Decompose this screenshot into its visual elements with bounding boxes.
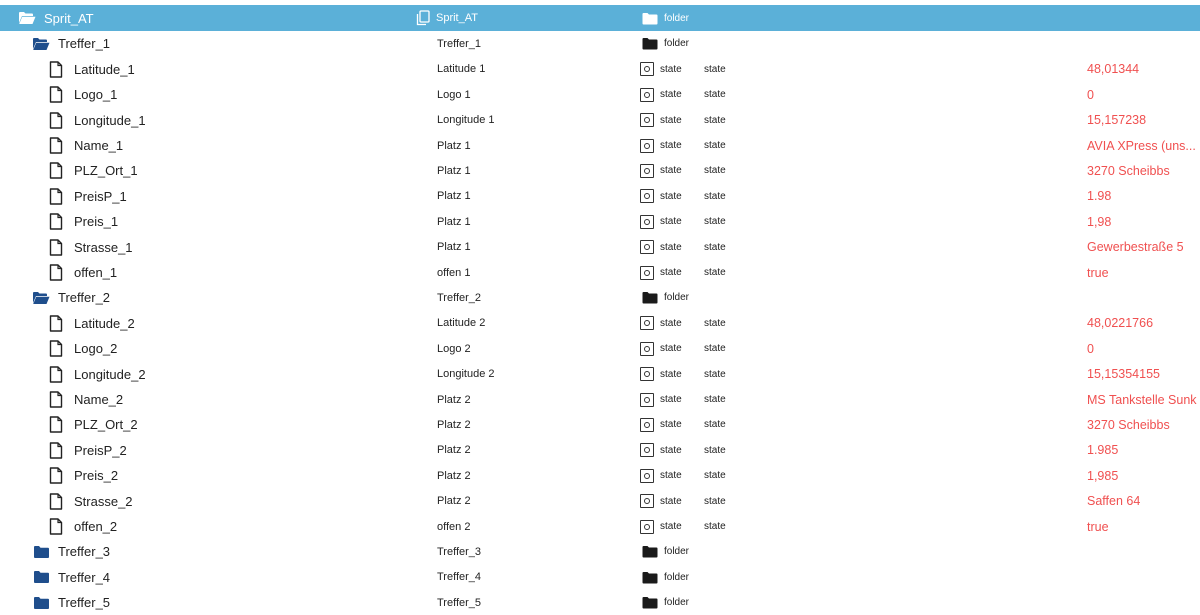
object-name-cell [437, 387, 471, 412]
state-value[interactable]: Saffen 64 [1087, 494, 1141, 509]
object-type-label: state [660, 63, 682, 75]
tree-state-row[interactable] [0, 489, 1200, 514]
state-value[interactable]: AVIA XPress (uns... [1087, 138, 1196, 153]
tree-node-name [32, 590, 110, 615]
object-name-label: Sprit_AT [436, 12, 478, 24]
object-name-label: Longitude 2 [437, 368, 495, 381]
file-icon [47, 264, 65, 282]
object-role-label: state [704, 419, 726, 431]
tree-node-name [47, 82, 117, 107]
object-role-label: state [704, 190, 726, 202]
folder-type-icon [642, 37, 658, 50]
tree-node-name [47, 489, 133, 514]
tree-node-name [47, 387, 123, 412]
object-name-cell [437, 311, 485, 336]
object-role-label: state [704, 241, 726, 253]
object-type-cell [640, 438, 682, 463]
tree-node-label: Longitude_2 [74, 366, 146, 382]
object-name-label: Treffer_1 [437, 37, 482, 50]
object-type-label: state [660, 140, 682, 151]
tree-state-row[interactable] [0, 438, 1200, 463]
state-value[interactable]: 0 [1087, 341, 1094, 356]
object-type-label: state [660, 216, 682, 228]
object-name-label: Logo 2 [437, 342, 471, 355]
tree-node-label: Treffer_3 [58, 544, 111, 560]
state-type-icon [640, 520, 654, 534]
folder-open-icon[interactable] [32, 35, 50, 53]
tree-node-name [32, 539, 110, 564]
object-name-label: Platz 1 [437, 164, 471, 177]
object-type-cell [640, 489, 682, 514]
object-name-label: offen 2 [437, 520, 471, 533]
folder-closed-icon[interactable] [32, 568, 50, 586]
tree-node-label: Sprit_AT [44, 10, 94, 26]
folder-type-icon [642, 545, 658, 558]
object-name-label: Platz 1 [437, 215, 471, 228]
file-icon [47, 86, 65, 104]
file-icon [47, 391, 65, 409]
object-type-cell [642, 5, 689, 31]
tree-node-name [32, 285, 110, 310]
object-type-label: folder [664, 12, 690, 24]
object-type-cell [640, 184, 682, 209]
object-role-label: state [704, 368, 726, 380]
object-name-cell [437, 489, 471, 514]
object-name-label: Platz 2 [437, 418, 471, 431]
folder-closed-icon[interactable] [32, 594, 50, 612]
tree-node-label: Longitude_1 [74, 112, 146, 128]
state-type-icon [640, 418, 654, 432]
tree-node-label: Treffer_1 [58, 36, 111, 52]
tree-node-label: Treffer_2 [58, 290, 111, 306]
tree-state-row[interactable] [0, 57, 1200, 82]
tree-node-label: Latitude_1 [74, 61, 135, 77]
state-value[interactable]: 1,985 [1087, 468, 1119, 483]
object-name-cell [416, 5, 478, 31]
folder-open-icon[interactable] [32, 289, 50, 307]
object-name-cell [437, 539, 481, 564]
tree-state-row[interactable] [0, 387, 1200, 412]
object-name-cell [437, 235, 471, 260]
object-type-cell [640, 260, 682, 285]
tree-folder-row[interactable] [0, 539, 1200, 564]
state-type-icon [640, 189, 654, 203]
object-type-label: state [660, 495, 682, 507]
folder-type-icon [642, 571, 658, 584]
tree-folder-row[interactable] [0, 590, 1200, 615]
object-name-label: Platz 1 [437, 190, 471, 203]
state-type-icon [640, 443, 654, 457]
tree-node-label: Latitude_2 [74, 315, 135, 331]
object-name-label: Longitude 1 [437, 114, 495, 127]
tree-node-name [47, 260, 117, 285]
tree-node-name [32, 565, 110, 590]
object-type-cell [642, 539, 689, 564]
state-value[interactable]: MS Tankstelle Sunk [1087, 392, 1197, 407]
tree-node-name [47, 235, 133, 260]
object-type-label: state [660, 368, 682, 380]
file-icon [47, 162, 65, 180]
folder-open-icon[interactable] [18, 9, 36, 27]
object-type-cell [642, 590, 689, 615]
tree-state-row[interactable] [0, 158, 1200, 183]
object-name-label: Latitude 2 [437, 317, 486, 330]
state-type-icon [640, 342, 654, 356]
tree-node-name [32, 31, 110, 56]
object-name-cell [437, 158, 471, 183]
object-type-cell [642, 285, 689, 310]
tree-node-label: Name_2 [74, 392, 124, 407]
object-type-label: state [660, 267, 682, 278]
folder-type-icon [642, 12, 658, 25]
tree-node-label: PLZ_Ort_1 [74, 163, 138, 179]
folder-closed-icon[interactable] [32, 543, 50, 561]
state-value[interactable]: 0 [1087, 87, 1094, 102]
tree-node-name [47, 362, 146, 387]
folder-type-icon [642, 596, 658, 609]
file-icon [47, 340, 65, 358]
file-icon [47, 213, 65, 231]
tree-folder-row[interactable] [0, 285, 1200, 310]
object-type-cell [640, 463, 682, 488]
object-type-cell [642, 565, 689, 590]
state-value[interactable]: 1.98 [1087, 189, 1112, 204]
file-icon [47, 518, 65, 536]
tree-node-label: PreisP_1 [74, 188, 127, 204]
object-name-cell [437, 336, 471, 361]
state-type-icon [640, 367, 654, 381]
file-icon [47, 137, 65, 155]
object-type-cell [640, 158, 682, 183]
state-value[interactable]: true [1087, 519, 1109, 534]
object-name-cell [437, 57, 485, 82]
tree-node-name [47, 438, 127, 463]
tree-state-row[interactable] [0, 336, 1200, 361]
object-type-cell [640, 57, 682, 82]
object-role-label: state [704, 444, 726, 456]
object-name-cell [437, 362, 495, 387]
copy-icon[interactable] [416, 10, 430, 26]
tree-node-label: Strasse_2 [74, 493, 133, 509]
tree-node-label: PLZ_Ort_2 [74, 417, 138, 433]
tree-state-row[interactable] [0, 514, 1200, 539]
state-type-icon [640, 316, 654, 330]
tree-node-name [47, 209, 118, 234]
tree-state-row[interactable] [0, 235, 1200, 260]
object-role-label: state [704, 216, 726, 228]
object-role-label: state [704, 521, 726, 532]
object-role-label: state [704, 89, 726, 101]
object-role-label: state [704, 343, 726, 355]
file-icon [47, 492, 65, 510]
state-value[interactable]: 48,01344 [1087, 62, 1140, 77]
object-name-cell [437, 438, 471, 463]
state-type-icon [640, 393, 654, 407]
state-type-icon [640, 215, 654, 229]
object-name-cell [437, 184, 471, 209]
object-type-cell [640, 387, 682, 412]
object-type-label: state [660, 241, 682, 253]
file-icon [47, 416, 65, 434]
tree-folder-row[interactable] [0, 5, 1200, 31]
state-value[interactable]: true [1087, 265, 1109, 280]
object-type-label: folder [664, 597, 690, 609]
object-type-label: state [660, 394, 682, 405]
object-name-cell [437, 565, 481, 590]
tree-node-label: Treffer_4 [58, 569, 111, 585]
tree-node-name [47, 311, 135, 336]
state-type-icon [640, 88, 654, 102]
state-type-icon [640, 240, 654, 254]
object-name-cell [437, 260, 470, 285]
file-icon [47, 467, 65, 485]
state-type-icon [640, 139, 654, 153]
file-icon [47, 314, 65, 332]
object-role-label: state [704, 165, 726, 177]
tree-state-row[interactable] [0, 108, 1200, 133]
state-value[interactable]: 3270 Scheibbs [1087, 163, 1170, 178]
object-name-cell [437, 590, 481, 615]
tree-state-row[interactable] [0, 133, 1200, 158]
object-role-label: state [704, 317, 726, 329]
object-name-label: Treffer_3 [437, 545, 482, 558]
object-type-cell [640, 209, 682, 234]
object-type-label: state [660, 190, 682, 202]
object-name-cell [437, 209, 471, 234]
tree-folder-row[interactable] [0, 31, 1200, 56]
state-type-icon [640, 469, 654, 483]
object-name-cell [437, 514, 470, 539]
object-name-label: Latitude 1 [437, 63, 486, 76]
tree-node-label: Logo_1 [74, 87, 118, 103]
object-type-label: state [660, 419, 682, 431]
object-role-label: state [704, 394, 726, 405]
object-type-label: state [660, 114, 682, 126]
object-name-label: Logo 1 [437, 88, 471, 101]
object-type-label: state [660, 89, 682, 101]
state-value[interactable]: 1,98 [1087, 214, 1112, 229]
tree-node-label: Logo_2 [74, 341, 118, 357]
state-value[interactable]: 15,15354155 [1087, 367, 1160, 382]
tree-folder-row[interactable] [0, 565, 1200, 590]
object-role-label: state [704, 470, 726, 482]
folder-type-icon [642, 291, 658, 304]
object-type-cell [642, 31, 689, 56]
file-icon [47, 187, 65, 205]
state-type-icon [640, 266, 654, 280]
tree-node-label: PreisP_2 [74, 442, 127, 458]
tree-node-label: Strasse_1 [74, 239, 133, 255]
object-type-cell [640, 311, 682, 336]
tree-state-row[interactable] [0, 260, 1200, 285]
object-name-cell [437, 463, 471, 488]
object-type-label: state [660, 343, 682, 355]
object-name-cell [437, 412, 471, 437]
tree-node-name [47, 412, 138, 437]
tree-node-label: Treffer_5 [58, 595, 111, 611]
state-type-icon [640, 494, 654, 508]
object-type-label: state [660, 444, 682, 456]
object-name-cell [437, 31, 481, 56]
state-type-icon [640, 113, 654, 127]
tree-node-name [47, 57, 135, 82]
tree-node-label: offen_1 [74, 265, 118, 280]
object-type-label: folder [664, 546, 690, 558]
tree-node-name [47, 133, 123, 158]
object-name-label: Platz 1 [437, 139, 471, 152]
file-icon [47, 60, 65, 78]
tree-state-row[interactable] [0, 362, 1200, 387]
object-type-label: state [660, 521, 682, 532]
tree-state-row[interactable] [0, 463, 1200, 488]
tree-node-name [47, 108, 146, 133]
object-type-label: folder [664, 292, 690, 304]
tree-state-row[interactable] [0, 209, 1200, 234]
object-role-label: state [704, 63, 726, 75]
object-name-label: Platz 2 [437, 469, 471, 482]
file-icon [47, 238, 65, 256]
object-name-label: offen 1 [437, 266, 471, 279]
tree-node-label: Name_1 [74, 138, 124, 153]
object-type-cell [640, 412, 682, 437]
state-type-icon [640, 62, 654, 76]
object-role-label: state [704, 140, 726, 151]
object-name-label: Platz 2 [437, 393, 471, 406]
object-role-label: state [704, 267, 726, 278]
object-type-cell [640, 82, 682, 107]
object-type-cell [640, 336, 682, 361]
object-name-cell [437, 82, 471, 107]
state-value[interactable]: 15,157238 [1087, 113, 1147, 128]
object-name-label: Treffer_4 [437, 571, 482, 584]
file-icon [47, 111, 65, 129]
file-icon [47, 441, 65, 459]
state-value[interactable]: 3270 Scheibbs [1087, 417, 1170, 432]
object-type-label: state [660, 317, 682, 329]
object-name-label: Treffer_5 [437, 596, 482, 609]
object-name-label: Platz 2 [437, 444, 471, 457]
tree-node-name [47, 184, 127, 209]
state-value[interactable]: 48,0221766 [1087, 316, 1154, 331]
object-type-label: folder [664, 571, 690, 583]
object-name-cell [437, 108, 495, 133]
object-type-cell [640, 514, 682, 539]
tree-node-name [47, 336, 117, 361]
object-role-label: state [704, 114, 726, 126]
state-value[interactable]: 1.985 [1087, 443, 1119, 458]
state-value[interactable]: Gewerbestraße 5 [1087, 240, 1184, 255]
tree-node-name [47, 158, 138, 183]
tree-node-name [47, 463, 118, 488]
object-type-cell [640, 108, 682, 133]
object-type-label: state [660, 165, 682, 177]
object-name-cell [437, 285, 481, 310]
tree-state-row[interactable] [0, 412, 1200, 437]
tree-node-name [18, 5, 94, 31]
tree-node-label: offen_2 [74, 519, 118, 534]
tree-node-label: Preis_1 [74, 214, 119, 230]
object-name-label: Treffer_2 [437, 291, 482, 304]
tree-state-row[interactable] [0, 82, 1200, 107]
object-name-label: Platz 1 [437, 241, 471, 254]
object-type-cell [640, 235, 682, 260]
object-name-label: Platz 2 [437, 495, 471, 508]
tree-node-name [47, 514, 117, 539]
tree-state-row[interactable] [0, 311, 1200, 336]
file-icon [47, 365, 65, 383]
object-type-label: folder [664, 38, 690, 50]
state-type-icon [640, 164, 654, 178]
object-name-cell [437, 133, 471, 158]
tree-node-label: Preis_2 [74, 468, 119, 484]
object-role-label: state [704, 495, 726, 507]
object-type-cell [640, 133, 682, 158]
tree-state-row[interactable] [0, 184, 1200, 209]
object-type-label: state [660, 470, 682, 482]
object-type-cell [640, 362, 682, 387]
